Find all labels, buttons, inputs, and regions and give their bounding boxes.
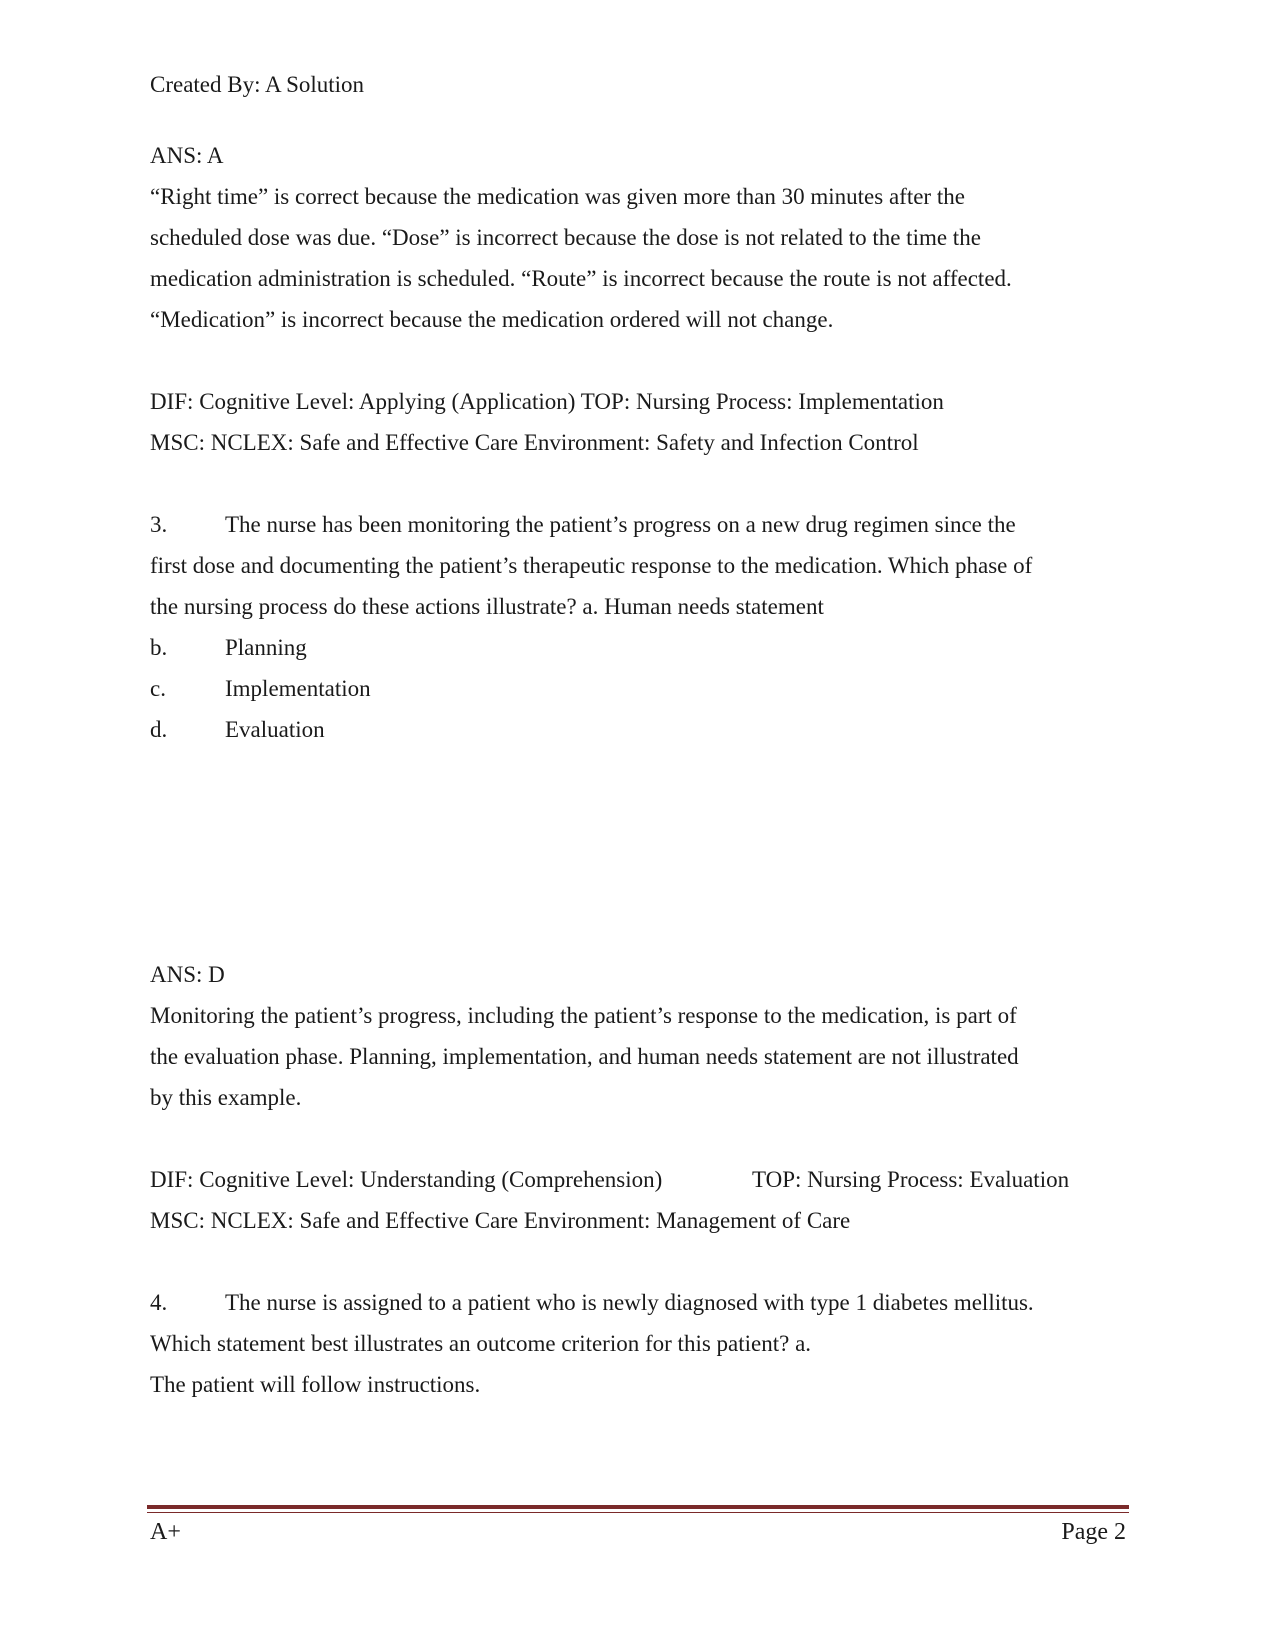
q3-top: TOP: Nursing Process: Evaluation xyxy=(752,1167,1070,1192)
q3-msc: MSC: NCLEX: Safe and Effective Care Environment: Management of Care xyxy=(150,1208,851,1233)
q3-option-text: Evaluation xyxy=(225,717,325,742)
q3-option-letter: c. xyxy=(150,676,166,701)
q3-option-letter: d. xyxy=(150,717,168,742)
q2-msc: MSC: NCLEX: Safe and Effective Care Environment: Safety and Infection Control xyxy=(150,430,919,455)
q3-option-text: Planning xyxy=(225,635,307,660)
q2-rationale-line: scheduled dose was due. “Dose” is incorrect because the dose is not related to the time the xyxy=(150,225,981,250)
q2-answer: ANS: A xyxy=(150,143,224,168)
q3-answer: ANS: D xyxy=(150,962,225,987)
q2-rationale-line: “Medication” is incorrect because the medication ordered will not change. xyxy=(150,307,834,332)
q4-stem-line: The patient will follow instructions. xyxy=(150,1372,481,1397)
footer-rule xyxy=(147,1505,1129,1509)
footer-rule-thin xyxy=(147,1512,1129,1513)
q4-number: 4. xyxy=(150,1290,168,1315)
q2-dif-top: DIF: Cognitive Level: Applying (Application) TOP: Nursing Process: Implementation xyxy=(150,389,944,414)
q4-stem-line: Which statement best illustrates an outcome criterion for this patient? a. xyxy=(150,1331,812,1356)
q3-rationale-line: Monitoring the patient’s progress, including the patient’s response to the medication, is part of xyxy=(150,1003,1017,1028)
q3-rationale-line: the evaluation phase. Planning, implementation, and human needs statement are not illustrated xyxy=(150,1044,1019,1069)
q2-rationale-line: medication administration is scheduled. “Route” is incorrect because the route is not affected. xyxy=(150,266,1012,291)
q4-stem-first: The nurse is assigned to a patient who is newly diagnosed with type 1 diabetes mellitus. xyxy=(225,1290,1034,1315)
q3-stem-line: first dose and documenting the patient’s therapeutic response to the medication. Which phase of xyxy=(150,553,1033,578)
q3-number: 3. xyxy=(150,512,168,537)
page-number: Page 2 xyxy=(1061,1519,1126,1545)
q2-rationale-line: “Right time” is correct because the medication was given more than 30 minutes after the xyxy=(150,184,965,209)
q3-option-text: Implementation xyxy=(225,676,371,701)
created-by: Created By: A Solution xyxy=(150,72,365,97)
footer-left-label: A+ xyxy=(150,1519,181,1545)
q3-rationale-line: by this example. xyxy=(150,1085,302,1110)
q3-dif: DIF: Cognitive Level: Understanding (Comprehension) xyxy=(150,1167,663,1192)
q3-stem-line: the nursing process do these actions illustrate? a. Human needs statement xyxy=(150,594,824,619)
q3-stem-first: The nurse has been monitoring the patient’s progress on a new drug regimen since the xyxy=(225,512,1016,537)
q3-option-letter: b. xyxy=(150,635,168,660)
